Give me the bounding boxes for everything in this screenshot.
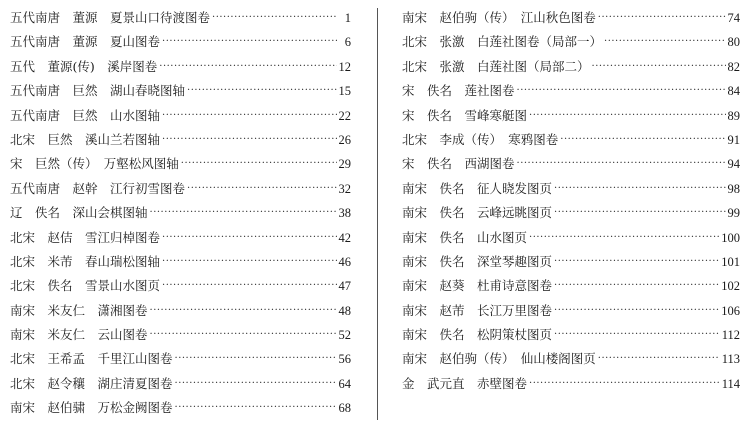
dot-leader — [162, 274, 336, 298]
toc-entry-page-number: 68 — [338, 401, 351, 416]
toc-entry — [402, 55, 740, 79]
toc-entry — [402, 299, 740, 323]
dot-leader — [212, 6, 337, 30]
toc-entry — [10, 226, 351, 250]
toc-entry — [10, 177, 351, 201]
dot-leader — [554, 323, 720, 347]
toc-entry-title: 宋 佚名 雪峰寒艇图 — [402, 107, 528, 123]
toc-entry-title: 北宋 王希孟 千里江山图卷 — [10, 351, 173, 367]
toc-entry — [10, 79, 351, 103]
dot-leader — [517, 152, 726, 176]
dot-leader — [604, 30, 725, 54]
dot-leader — [150, 299, 337, 323]
toc-entry-title: 北宋 张激 白莲社图（局部二） — [402, 58, 590, 74]
toc-entry — [402, 226, 740, 250]
dot-leader — [598, 347, 720, 371]
toc-entry — [10, 396, 351, 420]
toc-entry-title: 北宋 赵佶 雪江归棹图卷 — [10, 229, 161, 245]
toc-entry-title: 南宋 赵芾 长江万里图卷 — [402, 302, 553, 318]
toc-entry-page-number: 48 — [338, 303, 351, 318]
dot-leader — [150, 201, 337, 225]
toc-entry — [402, 323, 740, 347]
toc-entry-page-number: 42 — [338, 230, 351, 245]
toc-entry-title: 南宋 米友仁 潇湘图卷 — [10, 302, 148, 318]
toc-entry — [10, 299, 351, 323]
toc-entry-page-number: 32 — [338, 181, 351, 196]
toc-entry — [402, 201, 740, 225]
toc-entry-title: 五代南唐 巨然 山水图轴 — [10, 107, 161, 123]
toc-entry-page-number: 15 — [338, 84, 351, 99]
dot-leader — [592, 55, 726, 79]
toc-entry — [402, 30, 740, 54]
toc-entry-title: 五代 董源(传) 溪岸图卷 — [10, 58, 158, 74]
toc-entry — [10, 347, 351, 371]
toc-entry — [402, 128, 740, 152]
toc-entry — [402, 372, 740, 396]
toc-entry-title: 南宋 佚名 深堂琴趣图页 — [402, 253, 553, 269]
toc-entry-page-number: 94 — [727, 157, 740, 172]
toc-entry-title: 南宋 赵伯驹（传） 仙山楼阁图页 — [402, 351, 596, 367]
toc-entry-page-number: 112 — [721, 328, 740, 343]
toc-entry — [10, 201, 351, 225]
toc-entry-title: 南宋 佚名 松阴策杖图页 — [402, 327, 553, 343]
toc-entry — [402, 152, 740, 176]
toc-entry — [10, 274, 351, 298]
toc-entry-title: 北宋 赵令穰 湖庄清夏图卷 — [10, 375, 173, 391]
toc-entry — [402, 6, 740, 30]
dot-leader — [162, 128, 336, 152]
dot-leader — [529, 372, 720, 396]
toc-entry-page-number: 29 — [338, 157, 351, 172]
toc-entry-page-number: 98 — [727, 181, 740, 196]
toc-entry-page-number: 100 — [721, 230, 740, 245]
dot-leader — [162, 104, 336, 128]
toc-entry — [10, 128, 351, 152]
dot-leader — [162, 250, 336, 274]
dot-leader — [162, 30, 337, 54]
toc-entry — [10, 372, 351, 396]
toc-entry — [10, 323, 351, 347]
toc-entry-title: 南宋 佚名 征人晓发图页 — [402, 180, 553, 196]
dot-leader — [159, 55, 336, 79]
dot-leader — [529, 104, 725, 128]
toc-entry-page-number: 91 — [727, 132, 740, 147]
toc-entry-title: 辽 佚名 深山会棋图轴 — [10, 205, 148, 221]
toc-entry-page-number: 52 — [338, 328, 351, 343]
toc-entry-page-number: 113 — [721, 352, 740, 367]
dot-leader — [554, 274, 719, 298]
toc-entry — [402, 177, 740, 201]
toc-entry-title: 北宋 张激 白莲社图卷（局部一） — [402, 34, 603, 50]
toc-entry — [402, 104, 740, 128]
toc-entry-title: 宋 佚名 莲社图卷 — [402, 83, 515, 99]
column-divider — [377, 8, 378, 420]
toc-left-column — [10, 6, 351, 421]
toc-entry — [402, 347, 740, 371]
toc-entry-title: 北宋 米芾 春山瑞松图轴 — [10, 253, 161, 269]
toc-entry-title: 北宋 巨然 溪山兰若图轴 — [10, 131, 161, 147]
dot-leader — [187, 177, 336, 201]
toc-entry-page-number: 101 — [721, 254, 740, 269]
toc-entry-page-number: 56 — [338, 352, 351, 367]
dot-leader — [554, 250, 719, 274]
toc-entry-page-number: 47 — [338, 279, 351, 294]
toc-entry-title: 宋 巨然（传） 万壑松风图轴 — [10, 156, 179, 172]
toc-entry — [10, 6, 351, 30]
toc-entry-page-number: 99 — [727, 206, 740, 221]
toc-entry-title: 南宋 赵伯驹（传） 江山秋色图卷 — [402, 10, 596, 25]
toc-entry-page-number: 46 — [338, 254, 351, 269]
toc-entry-title: 北宋 佚名 雪景山水图页 — [10, 278, 161, 294]
toc-entry-page-number: 114 — [721, 376, 740, 391]
toc-entry — [10, 250, 351, 274]
toc-entry-page-number: 89 — [727, 108, 740, 123]
dot-leader — [517, 79, 726, 103]
dot-leader — [150, 323, 337, 347]
toc-entry-page-number: 84 — [727, 84, 740, 99]
toc-entry-page-number: 82 — [727, 59, 740, 74]
toc-entry-title: 五代南唐 巨然 湖山春晓图轴 — [10, 83, 186, 99]
dot-leader — [529, 226, 719, 250]
dot-leader — [598, 6, 726, 30]
dot-leader — [554, 299, 719, 323]
toc-entry — [10, 30, 351, 54]
toc-entry-title: 五代南唐 赵幹 江行初雪图卷 — [10, 180, 186, 196]
dot-leader — [175, 347, 337, 371]
toc-entry-page-number: 80 — [727, 35, 740, 50]
toc-entry-page-number: 102 — [721, 279, 740, 294]
toc-entry-page-number: 22 — [338, 108, 351, 123]
toc-entry — [10, 55, 351, 79]
dot-leader — [175, 372, 337, 396]
toc-entry-title: 北宋 李成（传） 寒鸦图卷 — [402, 131, 559, 147]
toc-entry-page-number: 64 — [338, 376, 351, 391]
dot-leader — [560, 128, 725, 152]
toc-entry-title: 南宋 米友仁 云山图卷 — [10, 327, 148, 343]
toc-entry — [402, 274, 740, 298]
dot-leader — [162, 226, 336, 250]
toc-entry-title: 南宋 赵葵 杜甫诗意图卷 — [402, 278, 553, 294]
toc-entry — [402, 79, 740, 103]
toc-entry — [10, 104, 351, 128]
toc-entry-page-number: 106 — [721, 303, 740, 318]
toc-entry-page-number: 12 — [338, 59, 351, 74]
toc-entry — [402, 250, 740, 274]
toc-entry-title: 南宋 佚名 山水图页 — [402, 229, 528, 245]
toc-entry-title: 宋 佚名 西湖图卷 — [402, 156, 515, 172]
toc-entry-title: 五代南唐 董源 夏景山口待渡图卷 — [10, 10, 211, 25]
toc-entry-title: 金 武元直 赤壁图卷 — [402, 375, 528, 391]
toc-entry-page-number: 38 — [338, 206, 351, 221]
dot-leader — [175, 396, 337, 420]
toc-entry-page-number: 6 — [344, 35, 351, 50]
toc-entry — [10, 152, 351, 176]
toc-entry-title: 五代南唐 董源 夏山图卷 — [10, 34, 161, 50]
dot-leader — [181, 152, 337, 176]
dot-leader — [187, 79, 336, 103]
toc-entry-title: 南宋 赵伯骕 万松金阙图卷 — [10, 400, 173, 416]
toc-entry-title: 南宋 佚名 云峰远眺图页 — [402, 205, 553, 221]
toc-entry-page-number: 74 — [727, 11, 740, 25]
toc-right-column — [402, 6, 740, 396]
dot-leader — [554, 177, 725, 201]
toc-entry-page-number: 26 — [338, 132, 351, 147]
toc-entry-page-number: 1 — [344, 11, 351, 25]
dot-leader — [554, 201, 725, 225]
